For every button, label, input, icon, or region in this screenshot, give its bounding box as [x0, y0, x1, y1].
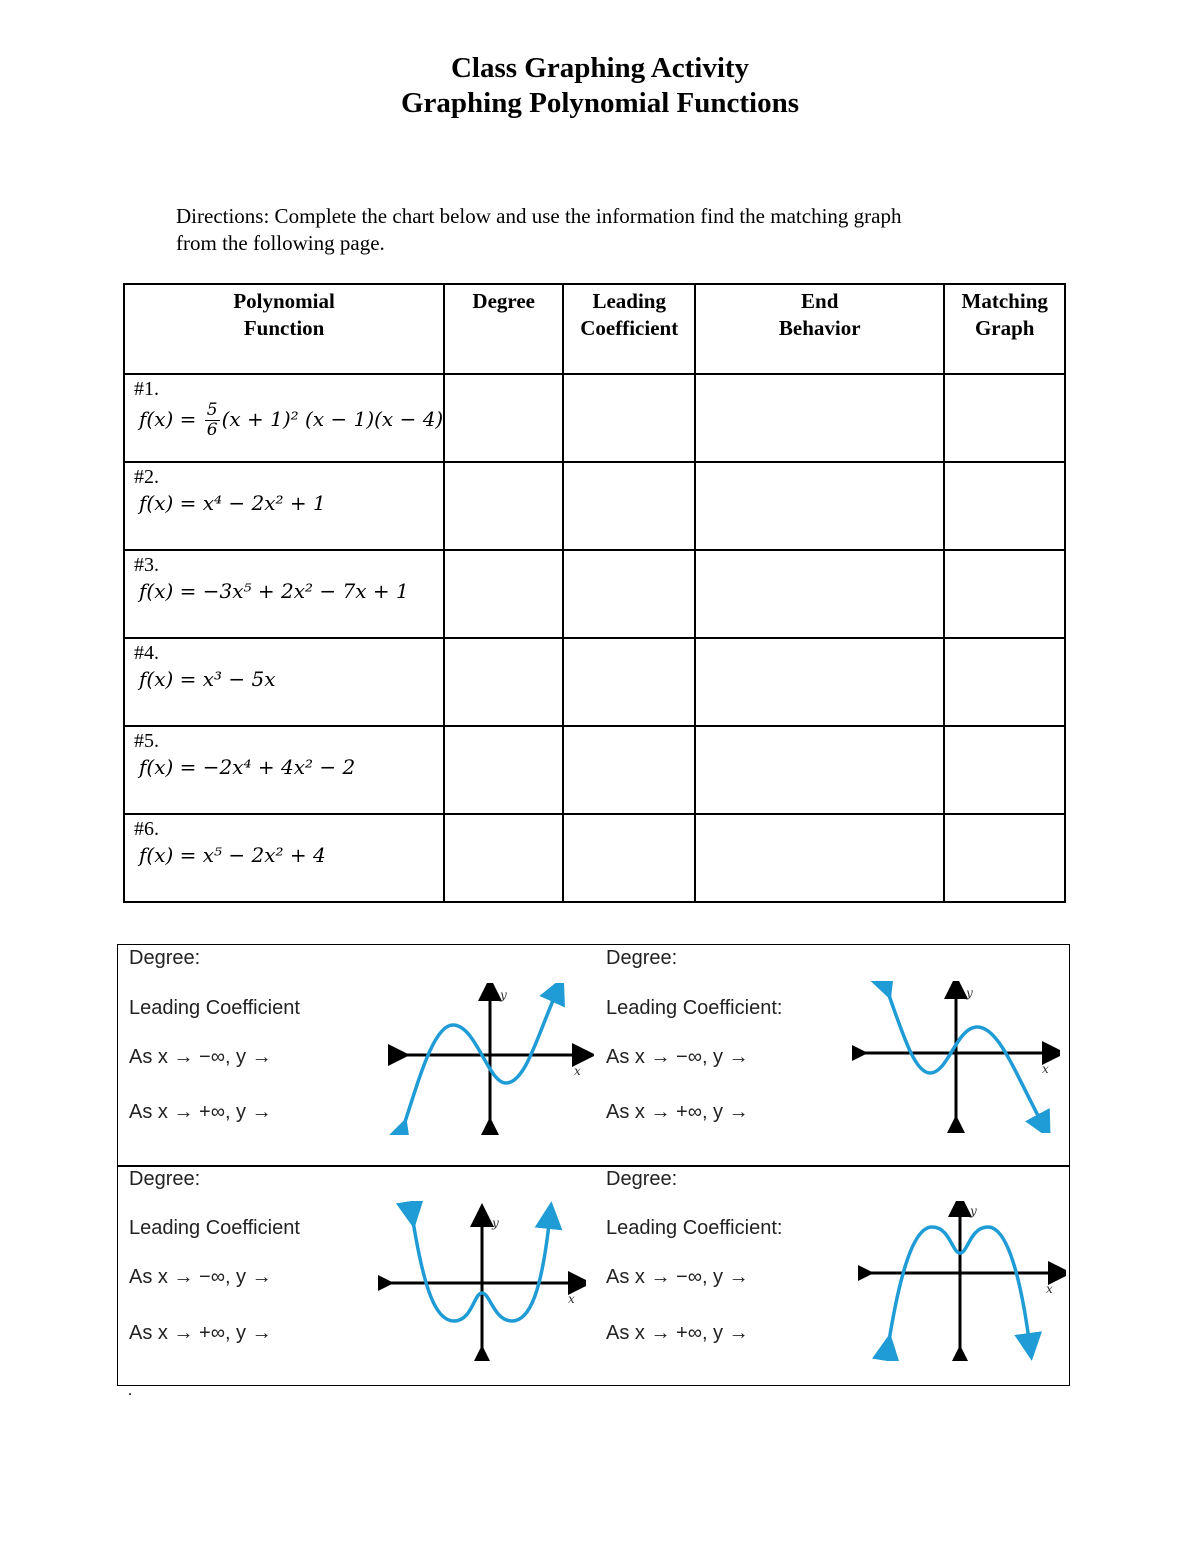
table-row	[124, 726, 1065, 814]
panel-pos-infinity-label: As x → +∞, y →	[606, 1101, 749, 1123]
function-cell	[124, 374, 444, 462]
header-polynomial-line2: Function	[243, 316, 325, 340]
matching-graph-answer-cell[interactable]	[944, 814, 1065, 902]
row-number: #3.	[134, 554, 159, 576]
graph-1	[388, 983, 594, 1135]
table-row	[124, 374, 1065, 462]
end-behavior-answer-cell[interactable]	[695, 374, 944, 462]
curve-cubic-down	[886, 987, 1044, 1127]
header-leading-line1: Leading	[592, 289, 666, 313]
row-number: #4.	[134, 642, 159, 664]
header-polynomial-function	[124, 284, 444, 374]
graph-3	[378, 1201, 586, 1361]
chart-header-row	[124, 284, 1065, 374]
function-formula: f(x) = −2x⁴ + 4x² − 2	[139, 755, 356, 779]
matching-graph-answer-cell[interactable]	[944, 550, 1065, 638]
function-formula: f(x) = x⁴ − 2x² + 1	[139, 491, 326, 515]
header-degree-label: Degree	[472, 289, 535, 313]
directions	[176, 203, 1036, 257]
function-cell	[124, 550, 444, 638]
panel-leading-label: Leading Coefficient	[129, 997, 300, 1019]
leading-coefficient-answer-cell[interactable]	[563, 638, 695, 726]
function-formula: f(x) = −3x⁵ + 2x² − 7x + 1	[139, 579, 409, 603]
table-row	[124, 814, 1065, 902]
row-number: #2.	[134, 466, 159, 488]
matching-graph-answer-cell[interactable]	[944, 638, 1065, 726]
function-formula: f(x) = x⁵ − 2x² + 4	[139, 843, 326, 867]
panel-degree-label: Degree:	[129, 1168, 201, 1190]
directions-line-1: Directions: Complete the chart below and use the information find the matching graph	[176, 204, 902, 228]
axis-label-x: x	[568, 1292, 575, 1306]
header-end-line1: End	[801, 289, 839, 313]
table-row	[124, 462, 1065, 550]
panel-neg-infinity-label: As x → −∞, y →	[606, 1266, 749, 1288]
header-matching-line2: Graph	[974, 316, 1035, 340]
end-behavior-answer-cell[interactable]	[695, 550, 944, 638]
axis-label-y: y	[966, 986, 973, 1000]
panel-neg-infinity-label: As x → −∞, y →	[606, 1046, 749, 1068]
graph-panels	[117, 944, 1070, 1386]
leading-coefficient-answer-cell[interactable]	[563, 462, 695, 550]
header-matching-graph	[944, 284, 1065, 374]
panel-pos-infinity-label: As x → +∞, y →	[606, 1322, 749, 1344]
row-number: #5.	[134, 730, 159, 752]
matching-graph-answer-cell[interactable]	[944, 726, 1065, 814]
panel-neg-infinity-label: As x → −∞, y →	[129, 1046, 272, 1068]
axis-label-x: x	[1046, 1282, 1053, 1296]
panel-leading-label: Leading Coefficient:	[606, 997, 783, 1019]
formula-rest: (x + 1)² (x − 1)(x − 4)	[221, 407, 444, 431]
title-line-1: Class Graphing Activity	[450, 52, 750, 84]
function-cell	[124, 462, 444, 550]
panel-leading-label: Leading Coefficient	[129, 1217, 300, 1239]
row-number: #1.	[134, 378, 159, 400]
end-behavior-answer-cell[interactable]	[695, 462, 944, 550]
axis-label-y: y	[492, 1216, 499, 1230]
panel-degree-label: Degree:	[606, 1168, 678, 1190]
end-behavior-answer-cell[interactable]	[695, 814, 944, 902]
graph-4	[858, 1201, 1066, 1361]
axis-label-x: x	[1042, 1062, 1049, 1076]
fraction-denominator: 6	[206, 420, 218, 440]
degree-answer-cell[interactable]	[444, 638, 563, 726]
header-leading-coefficient	[563, 284, 695, 374]
degree-answer-cell[interactable]	[444, 814, 563, 902]
header-polynomial-line1: Polynomial	[233, 289, 335, 313]
axis-label-x: x	[574, 1064, 581, 1078]
header-end-behavior	[695, 284, 944, 374]
graph-2	[852, 981, 1060, 1133]
directions-line-2: from the following page.	[176, 231, 385, 255]
panel-neg-infinity-label: As x → −∞, y →	[129, 1266, 272, 1288]
table-row	[124, 550, 1065, 638]
leading-coefficient-answer-cell[interactable]	[563, 726, 695, 814]
leading-coefficient-answer-cell[interactable]	[563, 374, 695, 462]
header-end-line2: Behavior	[778, 316, 861, 340]
fraction-numerator: 5	[206, 400, 218, 420]
matching-graph-answer-cell[interactable]	[944, 462, 1065, 550]
leading-coefficient-answer-cell[interactable]	[563, 550, 695, 638]
axis-label-y: y	[500, 988, 507, 1002]
axis-label-y: y	[970, 1204, 977, 1218]
degree-answer-cell[interactable]	[444, 726, 563, 814]
panel-leading-label: Leading Coefficient:	[606, 1217, 783, 1239]
function-formula: f(x) = x³ − 5x	[139, 667, 276, 691]
function-cell	[124, 814, 444, 902]
leading-coefficient-answer-cell[interactable]	[563, 814, 695, 902]
header-leading-line2: Coefficient	[580, 316, 679, 340]
matching-graph-answer-cell[interactable]	[944, 374, 1065, 462]
row-number: #6.	[134, 818, 159, 840]
curve-cubic-up	[402, 989, 558, 1131]
panel-degree-label: Degree:	[606, 947, 678, 969]
title-line-2: Graphing Polynomial Functions	[400, 87, 799, 119]
function-formula	[125, 401, 443, 440]
panel-pos-infinity-label: As x → +∞, y →	[129, 1322, 272, 1344]
end-behavior-answer-cell[interactable]	[695, 726, 944, 814]
header-degree	[444, 284, 563, 374]
panel-divider	[118, 1165, 1069, 1167]
footer-mark: .	[128, 1382, 132, 1399]
degree-answer-cell[interactable]	[444, 462, 563, 550]
panel-pos-infinity-label: As x → +∞, y →	[129, 1101, 272, 1123]
degree-answer-cell[interactable]	[444, 550, 563, 638]
function-cell	[124, 726, 444, 814]
table-row	[124, 638, 1065, 726]
polynomial-chart	[123, 283, 1066, 903]
header-matching-line1: Matching	[961, 289, 1048, 313]
fraction	[205, 401, 220, 440]
end-behavior-answer-cell[interactable]	[695, 638, 944, 726]
function-cell	[124, 638, 444, 726]
formula-prefix: f(x) =	[139, 407, 203, 431]
degree-answer-cell[interactable]	[444, 374, 563, 462]
panel-degree-label: Degree:	[129, 947, 201, 969]
